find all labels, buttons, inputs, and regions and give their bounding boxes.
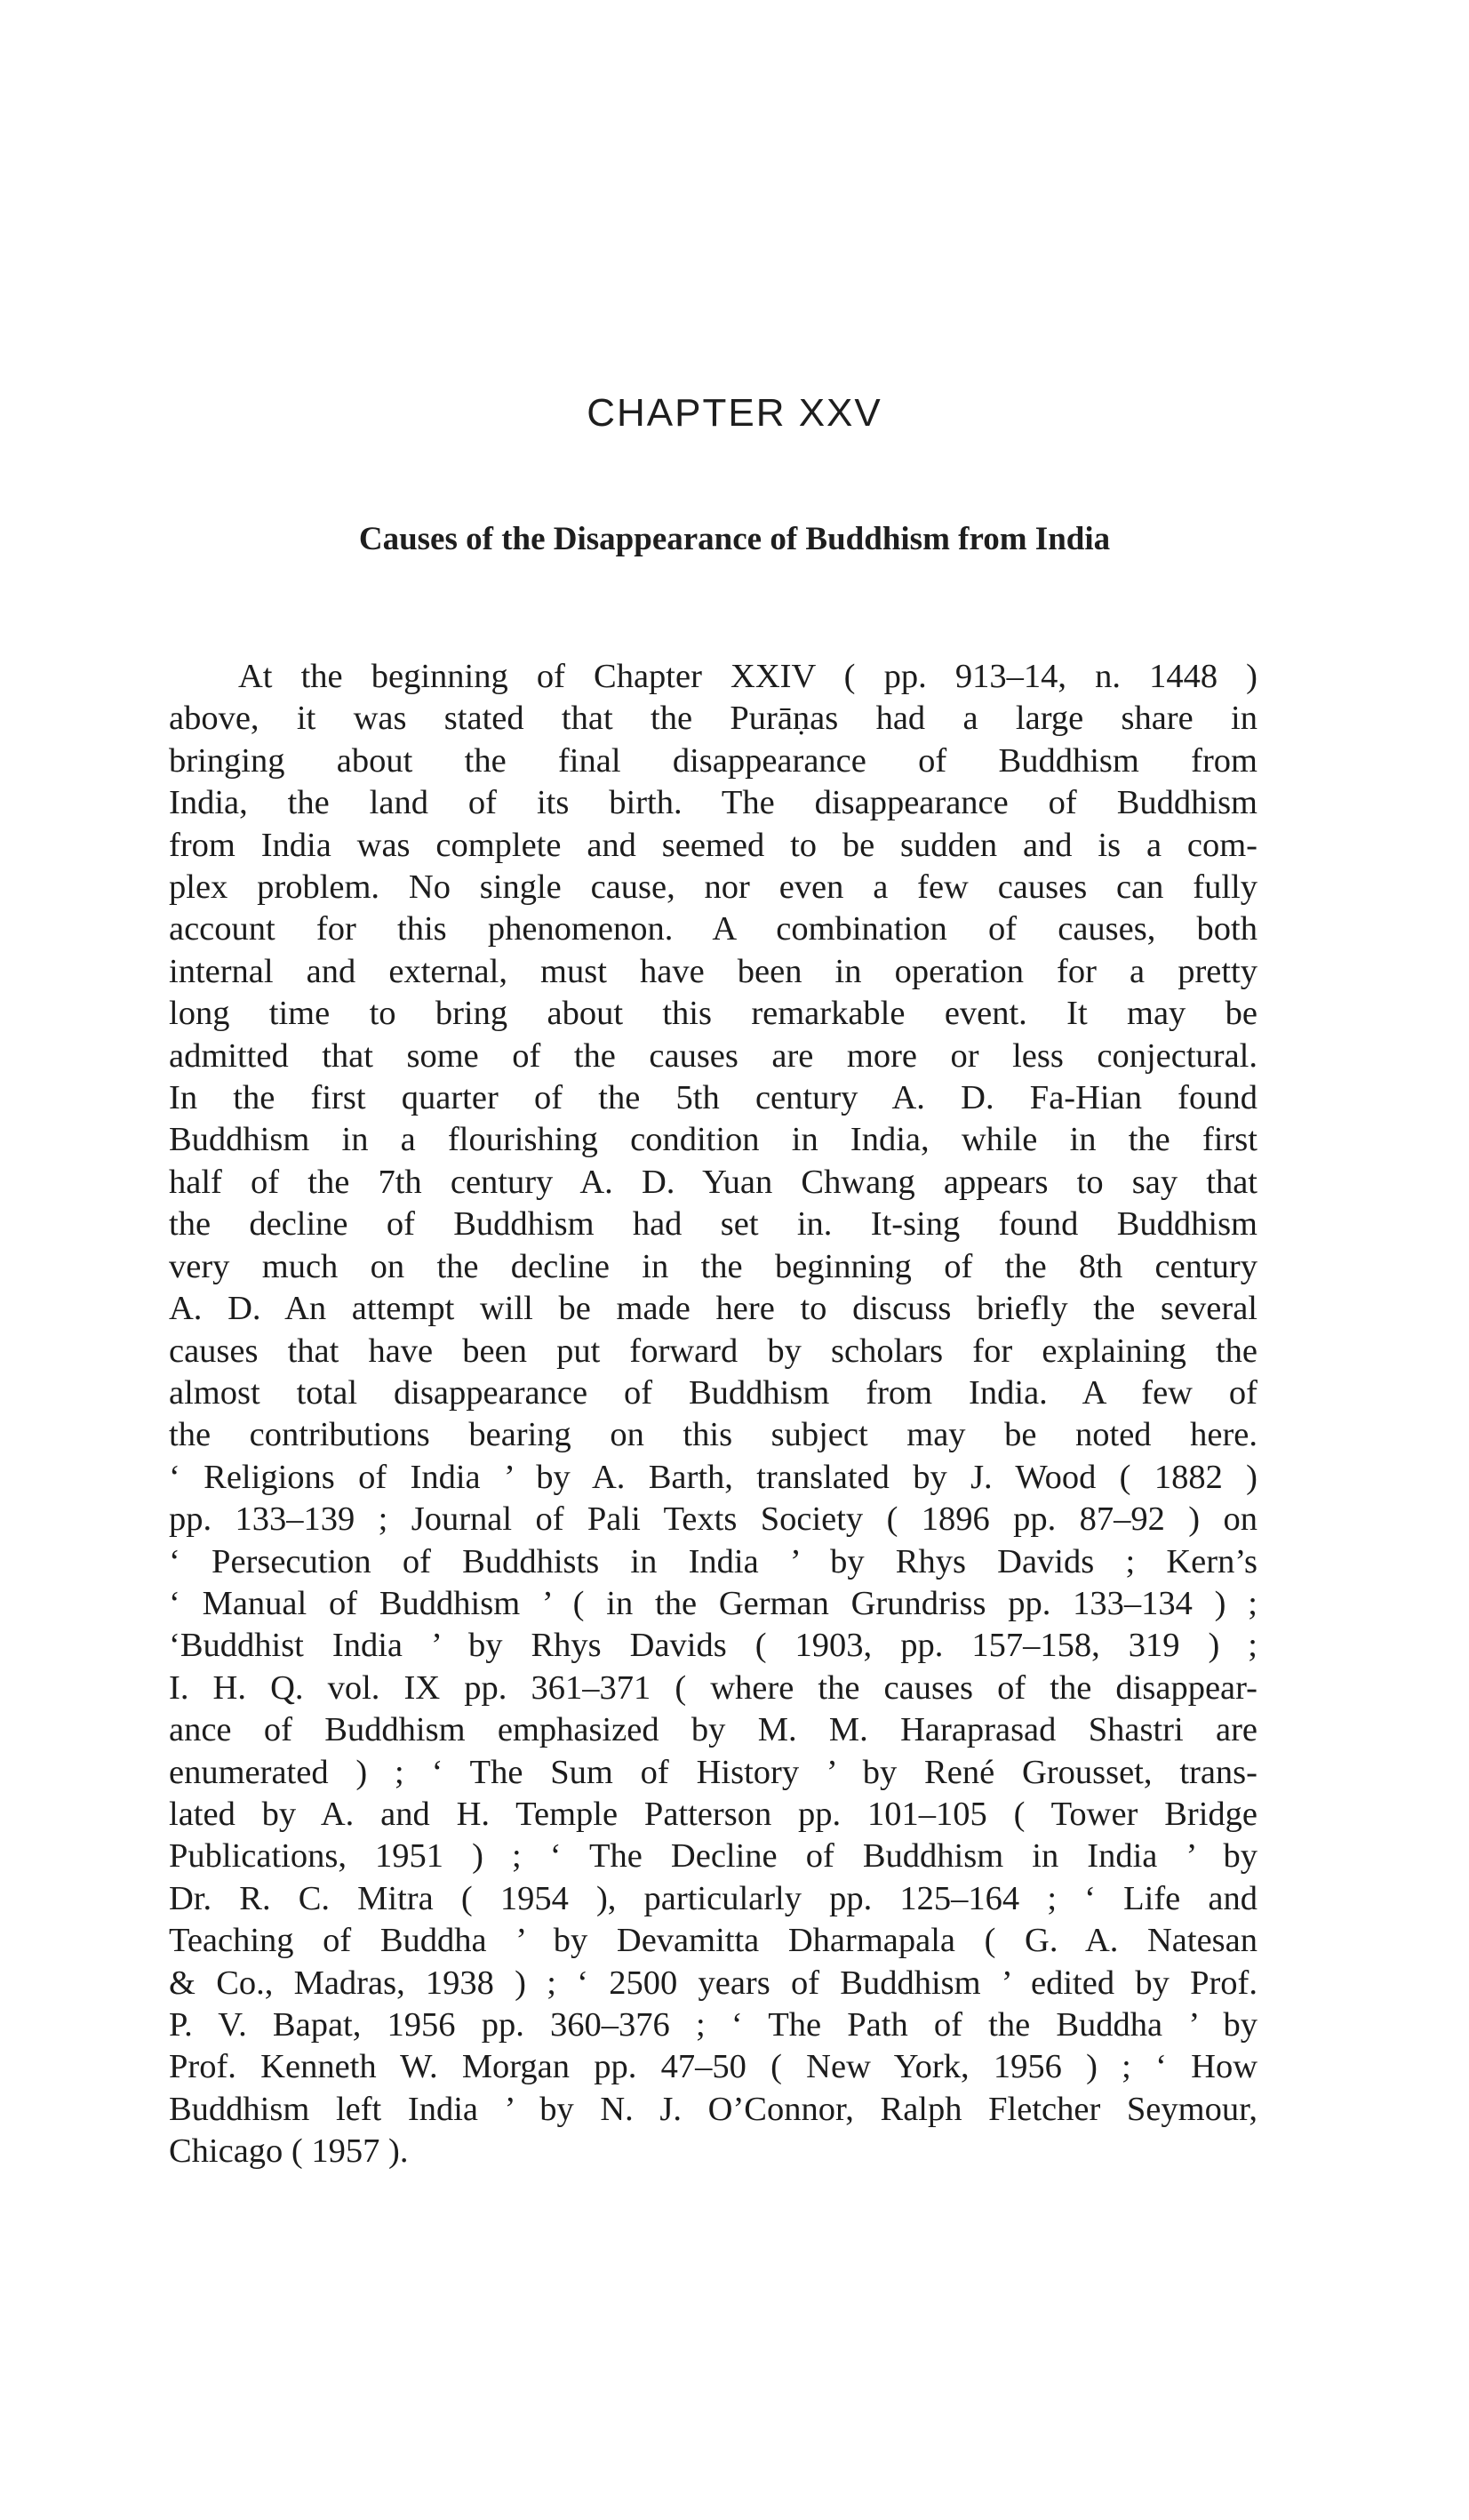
text-line: lated by A. and H. Temple Patterson pp. 101–105 ( Tower Bridge <box>169 1795 1257 1833</box>
text-line: I. H. Q. vol. IX pp. 361–371 ( where the causes of the disappear- <box>169 1668 1257 1707</box>
text-line: At the beginning of Chapter XXIV ( pp. 913–14, n. 1448 ) <box>238 658 1257 695</box>
text-line: account for this phenomenon. A combination of causes, both <box>169 910 1257 948</box>
text-line: ‘ Persecution of Buddhists in India ’ by Rhys Davids ; Kern’s <box>169 1542 1257 1580</box>
text-line: A. D. An attempt will be made here to discuss briefly the several <box>169 1290 1257 1328</box>
text-line: Prof. Kenneth W. Morgan pp. 47–50 ( New York, 1956 ) ; ‘ How <box>169 2048 1257 2086</box>
text-line: almost total disappearance of Buddhism from India. A few of <box>169 1373 1257 1412</box>
text-line: bringing about the final disappearance of Buddhism from <box>169 741 1257 780</box>
text-line: & Co., Madras, 1938 ) ; ‘ 2500 years of Buddhism ’ edited by Prof. <box>169 1964 1257 2002</box>
text-line: ‘ Religions of India ’ by A. Barth, translated by J. Wood ( 1882 ) <box>169 1458 1257 1496</box>
text-line: pp. 133–139 ; Journal of Pali Texts Society ( 1896 pp. 87–92 ) on <box>169 1500 1257 1539</box>
text-line: P. V. Bapat, 1956 pp. 360–376 ; ‘ The Path of the Buddha ’ by <box>169 2006 1257 2044</box>
text-line: Publications, 1951 ) ; ‘ The Decline of Buddhism in India ’ by <box>169 1837 1257 1876</box>
text-line: the contributions bearing on this subject may be noted here. <box>169 1416 1257 1454</box>
text-line: very much on the decline in the beginning of the 8th century <box>169 1247 1257 1285</box>
text-line: ‘ Manual of Buddhism ’ ( in the German Grundriss pp. 133–134 ) ; <box>169 1584 1257 1622</box>
text-line: long time to bring about this remarkable event. It may be <box>169 995 1257 1033</box>
text-line: the decline of Buddhism had set in. It-sing found Buddhism <box>169 1205 1257 1244</box>
text-line: admitted that some of the causes are more or less conjectural. <box>169 1036 1257 1075</box>
text-line: internal and external, must have been in operation for a pretty <box>169 952 1257 990</box>
text-line: Chicago ( 1957 ). <box>169 2132 409 2171</box>
text-line: causes that have been put forward by scholars for explaining the <box>169 1332 1257 1370</box>
text-line: above, it was stated that the Purāṇas had a large share in <box>169 700 1257 738</box>
text-line: Buddhism in a flourishing condition in India, while in the first <box>169 1121 1257 1159</box>
text-line: Teaching of Buddha ’ by Devamitta Dharmapala ( G. A. Natesan <box>169 1922 1257 1960</box>
text-line: India, the land of its birth. The disappearance of Buddhism <box>169 784 1257 822</box>
chapter-subtitle: Causes of the Disappearance of Buddhism from India <box>358 521 1111 557</box>
text-line: ance of Buddhism emphasized by M. M. Haraprasad Shastri are <box>169 1711 1257 1749</box>
text-line: half of the 7th century A. D. Yuan Chwang appears to say that <box>169 1163 1257 1201</box>
text-line: In the first quarter of the 5th century A. D. Fa-Hian found <box>169 1079 1257 1117</box>
text-line: Dr. R. C. Mitra ( 1954 ), particularly pp. 125–164 ; ‘ Life and <box>169 1879 1257 1917</box>
text-line: ‘Buddhist India ’ by Rhys Davids ( 1903, pp. 157–158, 319 ) ; <box>169 1627 1257 1665</box>
text-line: from India was complete and seemed to be sudden and is a com- <box>169 826 1257 864</box>
chapter-title: CHAPTER XXV <box>587 391 882 435</box>
text-line: enumerated ) ; ‘ The Sum of History ’ by René Grousset, trans- <box>169 1753 1257 1791</box>
text-line: plex problem. No single cause, nor even a few causes can fully <box>169 868 1257 907</box>
text-line: Buddhism left India ’ by N. J. O’Connor, Ralph Fletcher Seymour, <box>169 2090 1257 2128</box>
body-paragraph <box>169 656 1257 2173</box>
